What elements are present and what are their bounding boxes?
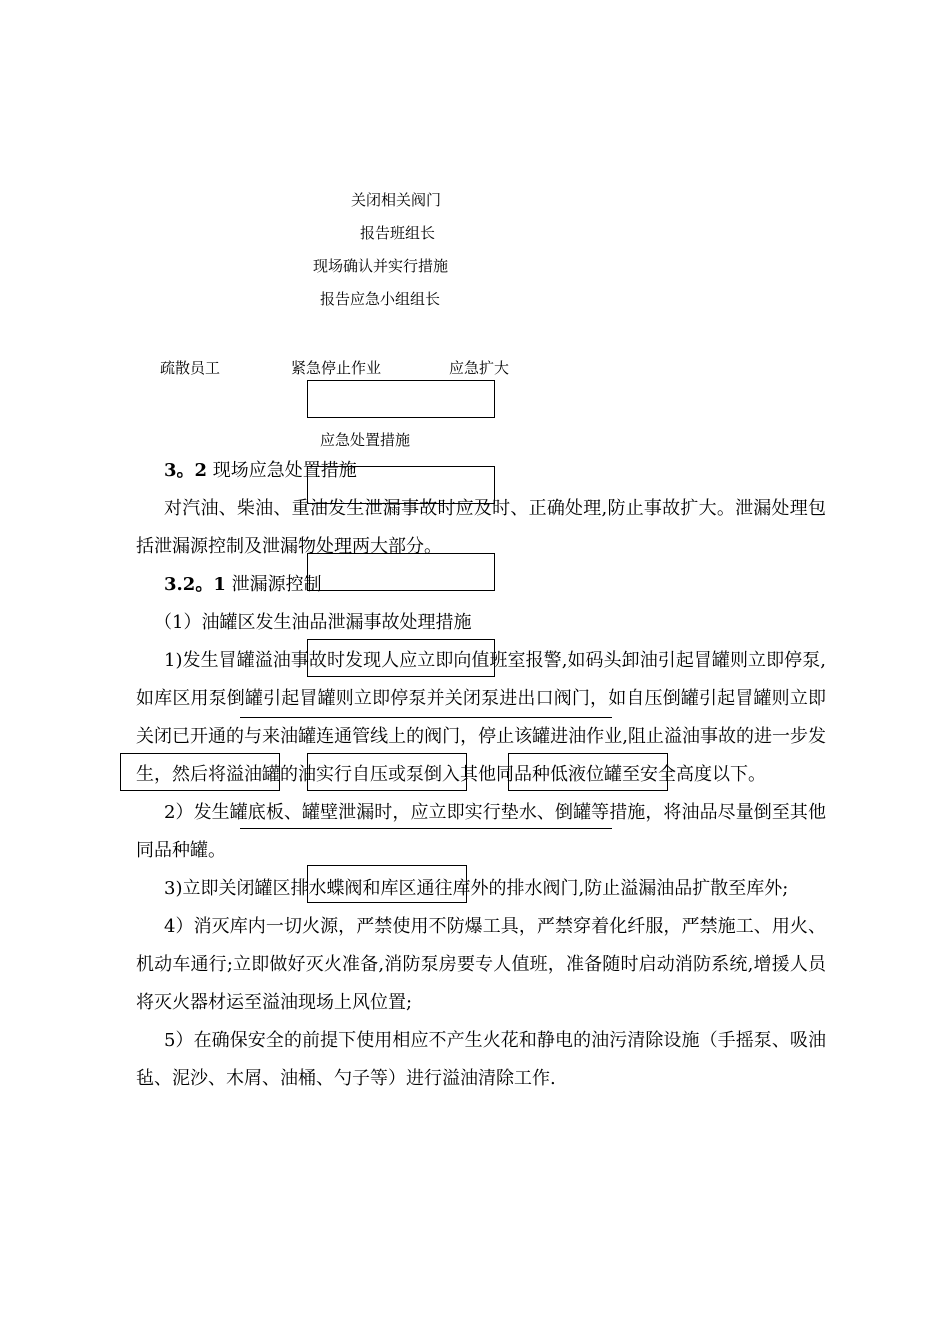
flow-label-evacuate-staff: 疏散员工 <box>160 359 221 377</box>
section-number: 3。2 <box>164 460 208 481</box>
paragraph-item-3: 3)立即关闭罐区排水蝶阀和库区通往库外的排水阀门,防止溢漏油品扩散至库外; <box>164 878 789 899</box>
section-title: 泄漏源控制 <box>231 574 322 595</box>
flow-label-report-team-leader: 报告班组长 <box>360 224 436 242</box>
flow-label-report-emergency-leader: 报告应急小组组长 <box>320 290 441 308</box>
flow-label-confirm-on-site: 现场确认并实行措施 <box>313 257 449 275</box>
sub-heading: （1）油罐区发生油品泄漏事故处理措施 <box>154 612 472 633</box>
paragraph-item-2: 2）发生罐底板、罐壁泄漏时，应立即实行垫水、倒罐等措施，将油品尽量倒至其他同品种罐。 <box>136 802 826 861</box>
flow-label-emergency-stop: 紧急停止作业 <box>291 359 382 377</box>
flow-label-emergency-expand: 应急扩大 <box>449 359 510 377</box>
section-title: 现场应急处置措施 <box>212 460 357 481</box>
flow-label-emergency-measures: 应急处置措施 <box>320 431 411 449</box>
section-heading-3-2 <box>136 452 826 490</box>
flowchart-box <box>307 380 495 418</box>
paragraph-item-4: 4）消灭库内一切火源，严禁使用不防爆工具，严禁穿着化纤服，严禁施工、用火、机动车通行;立即做好灭火准备,消防泵房要专人值班，准备随时启动消防系统,增援人员将灭火器材运至溢油现场上风位置; <box>136 916 826 1013</box>
section-heading-3-2-1 <box>136 566 826 604</box>
paragraph: 对汽油、柴油、重油发生泄漏事故时应及时、正确处理,防止事故扩大。泄漏处理包括泄漏源控制及泄漏物处理两大部分。 <box>136 498 826 557</box>
document-body <box>136 452 826 1098</box>
flow-label-close-valves: 关闭相关阀门 <box>351 191 442 209</box>
paragraph-item-5: 5）在确保安全的前提下使用相应不产生火花和静电的油污清除设施（手摇泵、吸油毡、泥沙、木屑、油桶、勺子等）进行溢油清除工作. <box>136 1030 826 1089</box>
section-number: 3.2。1 <box>164 574 226 595</box>
paragraph-item-1: 1)发生冒罐溢油事故时发现人应立即向值班室报警,如码头卸油引起冒罐则立即停泵,如库区用泵倒罐引起冒罐则立即停泵并关闭泵进出口阀门，如自压倒罐引起冒罐则立即关闭已开通的与来油罐连通管线上的阀门，停止该罐进油作业,阻止溢油事故的进一步发生，然后将溢油罐的油实行自压或泵倒入其他同品种低液位罐至安全高度以下。 <box>136 650 826 785</box>
